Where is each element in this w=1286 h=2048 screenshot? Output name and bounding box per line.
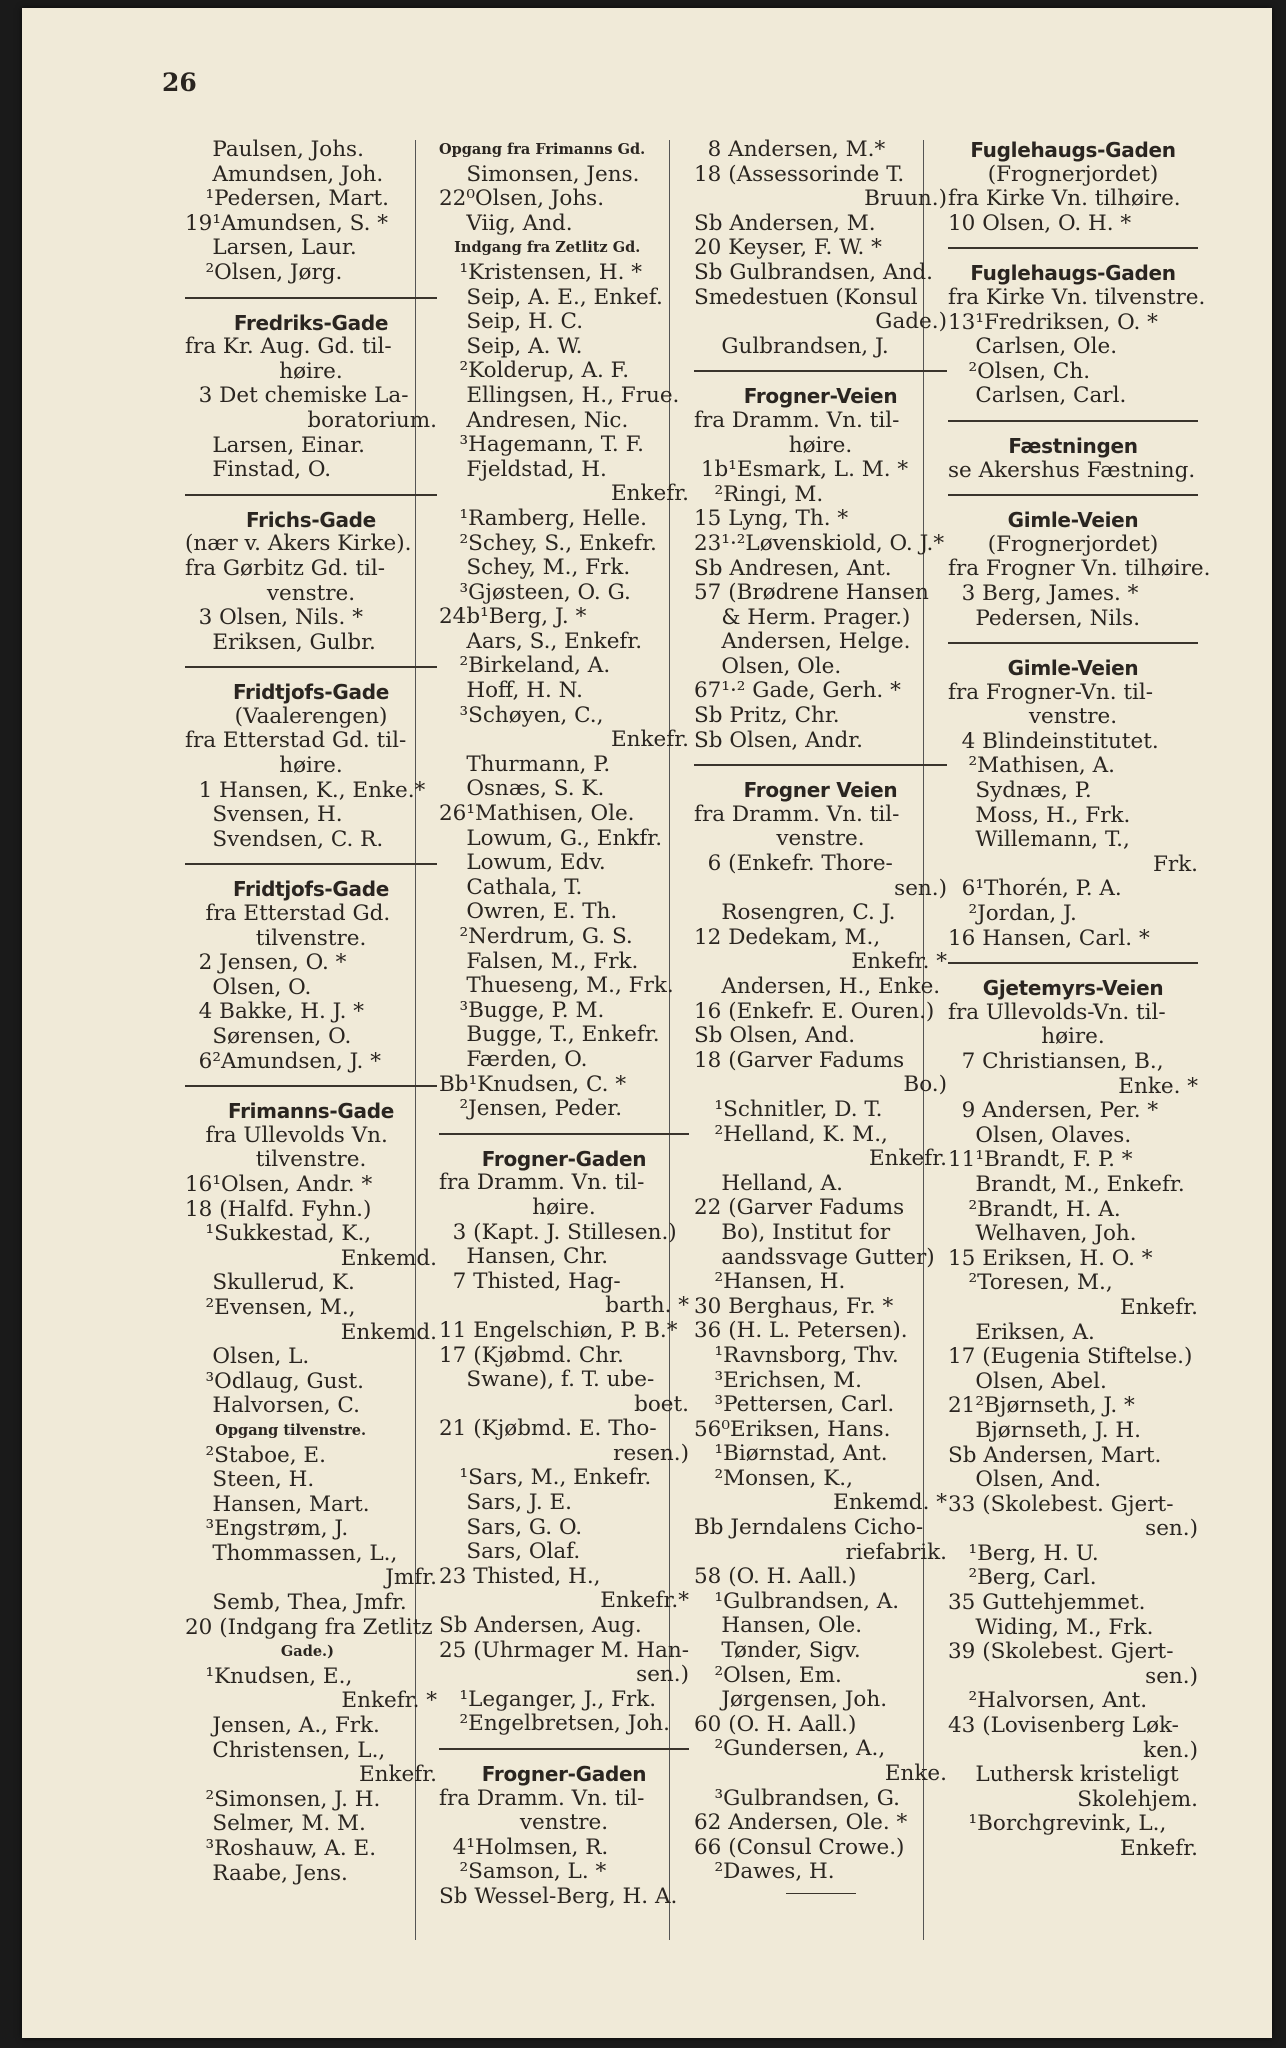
street-heading: Fredriks-Gade [233, 310, 389, 335]
directory-entry: Andersen, Helge. [694, 629, 911, 655]
directory-entry: 18 (Assessorinde T. [694, 161, 905, 187]
directory-entry: 10 Olsen, O. H. * [948, 210, 1132, 236]
directory-entry: ²Hansen, H. [694, 1269, 846, 1295]
entry-continuation: Enkefr. * [341, 1688, 437, 1714]
directory-entry: 3 Olsen, Nils. * [185, 605, 363, 631]
directory-entry: 35 Guttehjemmet. [948, 1590, 1146, 1616]
directory-entry: 16 Hansen, Carl. * [948, 925, 1150, 951]
directory-entry: 4 Blindeinstitutet. [948, 728, 1159, 754]
directory-entry: 17 (Eugenia Stiftelse.) [948, 1344, 1193, 1370]
directory-entry: Sb Andresen, Ant. [694, 555, 892, 581]
directory-entry: Sars, G. O. [439, 1514, 583, 1540]
section-divider [185, 297, 437, 299]
directory-entry: ¹Schnitler, D. T. [694, 1096, 883, 1122]
directory-entry: ²Jensen, Peder. [439, 1096, 623, 1122]
directory-entry: ³Erichsen, M. [694, 1367, 862, 1393]
section-divider [948, 494, 1198, 496]
entry-continuation: Frk. [1152, 851, 1198, 877]
entry-continuation: Enkefr. [610, 481, 689, 507]
entry-continuation: sen.) [1145, 1663, 1198, 1689]
directory-entry: ¹Ravnsborg, Thv. [694, 1342, 899, 1368]
directory-entry: 11 Engelschiøn, P. B.* [439, 1317, 678, 1343]
directory-entry: ³Engstrøm, J. [185, 1516, 349, 1542]
directory-entry: Larsen, Einar. [185, 432, 365, 458]
section-divider [185, 666, 437, 668]
directory-entry: fra Dramm. Vn. til- [694, 407, 900, 433]
directory-entry: 3 Det chemiske La- [185, 383, 409, 409]
directory-entry: ²Olsen, Ch. [948, 358, 1091, 384]
street-heading: Gjetemyrs-Veien [982, 976, 1164, 1001]
directory-entry: ³Roshauw, A. E. [185, 1836, 377, 1861]
directory-entry: 16 (Enkefr. E. Ouren.) [694, 998, 935, 1024]
directory-entry: 25 (Uhrmager M. Han- [439, 1637, 689, 1663]
directory-entry: Selmer, M. M. [185, 1811, 366, 1837]
directory-entry: 15 Lyng, Th. * [694, 506, 849, 532]
directory-entry: fra Dramm. Vn. til- [439, 1170, 645, 1196]
directory-entry: 20 Keyser, F. W. * [694, 235, 882, 261]
directory-entry: Olsen, Ole. [694, 653, 842, 679]
entry-continuation: Enkemd. [340, 1319, 437, 1345]
directory-entry: Lowum, Edv. [439, 850, 606, 876]
entry-continuation: Enke. * [1118, 1073, 1198, 1099]
section-divider [185, 1085, 437, 1087]
directory-entry: Andresen, Nic. [439, 407, 629, 433]
directory-entry: Seip, A. W. [439, 333, 583, 359]
street-heading: Fæstningen [1008, 433, 1138, 458]
directory-entry: ²Simonsen, J. H. [185, 1786, 381, 1812]
entry-continuation: resen.) [613, 1440, 689, 1466]
directory-entry: ³Pettersen, Carl. [694, 1392, 895, 1418]
directory-entry: 18 (Garver Fadums [694, 1047, 905, 1073]
street-heading: Frogner Veien [743, 778, 898, 803]
directory-entry: 13¹Fredriksen, O. * [948, 309, 1158, 335]
directory-entry: fra Kirke Vn. tilvenstre. [948, 284, 1206, 310]
directory-entry: Olsen, Abel. [948, 1368, 1107, 1394]
directory-entry: ²Monsen, K., [694, 1465, 853, 1491]
street-direction-line: (Frognerjordet) [987, 161, 1159, 187]
directory-entry: 4¹Holmsen, R. [439, 1834, 609, 1860]
entry-continuation: Jmfr. [385, 1565, 437, 1591]
directory-entry: & Herm. Prager.) [694, 604, 911, 630]
directory-entry: Larsen, Laur. [185, 235, 357, 261]
directory-entry: ³Gulbrandsen, G. [694, 1785, 901, 1811]
directory-entry: Sb Olsen, And. [694, 1023, 856, 1049]
directory-entry: Osnæs, S. K. [439, 776, 605, 802]
directory-entry: Viig, And. [439, 210, 573, 236]
entry-continuation: Enkefr. [358, 1762, 437, 1788]
entrance-note: Opgang tilvenstre. [185, 1421, 367, 1439]
directory-entry: 4 Bakke, H. J. * [185, 999, 365, 1025]
section-divider [948, 247, 1198, 249]
directory-entry: Semb, Thea, Jmfr. [185, 1590, 407, 1616]
directory-entry: ¹Pedersen, Mart. [185, 186, 389, 212]
directory-entry: 21 (Kjøbmd. E. Tho- [439, 1416, 657, 1442]
directory-entry: ¹Knudsen, E., [185, 1663, 353, 1689]
directory-entry: Hansen, Ole. [694, 1613, 863, 1639]
directory-entry: Svendsen, C. R. [185, 826, 384, 852]
directory-entry: 66 (Consul Crowe.) [694, 1834, 905, 1860]
directory-entry: Finstad, O. [185, 457, 332, 483]
directory-entry: ¹Berg, H. U. [948, 1540, 1099, 1566]
directory-entry: Thommassen, L., [185, 1540, 398, 1566]
directory-entry: 62 Andersen, Ole. * [694, 1810, 908, 1836]
street-heading: Fridtjofs-Gade [232, 877, 390, 902]
directory-entry: 30 Berghaus, Fr. * [694, 1293, 894, 1319]
directory-entry: Sb Andersen, M. [694, 210, 876, 236]
directory-entry: fra Ullevolds-Vn. til- [948, 999, 1166, 1025]
directory-entry: Hansen, Chr. [439, 1244, 609, 1270]
directory-entry: ²Gundersen, A., [694, 1736, 886, 1762]
directory-entry: ²Olsen, Jørg. [185, 259, 343, 285]
directory-entry: ²Brandt, H. A. [948, 1196, 1121, 1222]
directory-entry: 19¹Amundsen, S. * [185, 210, 389, 236]
directory-entry: Gulbrandsen, J. [694, 333, 889, 359]
directory-entry: 33 (Skolebest. Gjert- [948, 1491, 1174, 1517]
directory-entry: Fjeldstad, H. [439, 456, 607, 482]
directory-entry: ²Staboe, E. [185, 1442, 326, 1468]
entry-continuation: boratorium. [307, 407, 437, 433]
directory-entry: Thueseng, M., Frk. [439, 973, 674, 999]
directory-entry: 22⁰Olsen, Johs. [439, 186, 605, 212]
directory-entry: Thurmann, P. [439, 751, 611, 777]
directory-entry: Seip, A. E., Enkef. [439, 284, 663, 310]
directory-entry: Jensen, A., Frk. [185, 1713, 380, 1739]
directory-entry: ²Olsen, Em. [694, 1662, 842, 1688]
directory-entry: fra Etterstad Gd. [185, 901, 391, 927]
directory-entry: Sørensen, O. [185, 1024, 352, 1049]
directory-entry: ¹Sukkestad, K., [185, 1221, 372, 1247]
directory-entry: ³Bugge, P. M. [439, 997, 605, 1023]
directory-entry: 17 (Kjøbmd. Chr. [439, 1342, 624, 1368]
directory-entry: 67¹·² Gade, Gerh. * [694, 678, 901, 704]
directory-entry: 22 (Garver Fadums [694, 1195, 905, 1221]
directory-entry: fra Frogner Vn. tilhøire. [948, 556, 1211, 582]
entry-continuation: Bruun.) [864, 186, 947, 212]
directory-entry: fra Ullevolds Vn. [185, 1122, 388, 1148]
entry-continuation: riefabrik. [845, 1539, 947, 1565]
directory-entry: Olsen, And. [948, 1467, 1102, 1493]
directory-entry: Cathala, T. [439, 874, 583, 900]
directory-entry: Olsen, L. [185, 1344, 310, 1370]
directory-entry: Olsen, O. [185, 974, 312, 1000]
directory-entry: 7 Christiansen, B., [948, 1049, 1164, 1074]
directory-entry: fra Gørbitz Gd. til- [185, 555, 385, 581]
directory-entry: Falsen, M., Frk. [439, 948, 639, 974]
directory-entry: Paulsen, Johs. [185, 137, 364, 162]
street-heading: Fuglehaugs-Gaden [970, 261, 1176, 286]
directory-entry: 12 Dedekam, M., [694, 924, 881, 950]
directory-entry: Brandt, M., Enkefr. [948, 1171, 1185, 1197]
page-number: 26 [162, 68, 197, 97]
directory-entry: Owren, E. Th. [439, 899, 618, 925]
directory-entry: Svensen, H. [185, 802, 343, 828]
entrance-note: Opgang fra Frimanns Gd. [439, 141, 646, 158]
directory-entry: ²Jordan, J. [948, 901, 1077, 927]
entry-continuation: sen.) [1145, 1516, 1198, 1542]
directory-entry: ¹Ramberg, Helle. [439, 505, 647, 531]
directory-entry: Carlsen, Ole. [948, 334, 1118, 360]
directory-entry: 3 (Kapt. J. Stillesen.) [439, 1219, 677, 1245]
section-divider [948, 420, 1198, 422]
directory-entry: Luthersk kristeligt [948, 1762, 1179, 1788]
directory-entry: Sydnæs, P. [948, 778, 1092, 804]
directory-entry: Skullerud, K. [185, 1270, 355, 1296]
directory-entry: Bb Jerndalens Cicho- [694, 1515, 924, 1541]
directory-entry: Lowum, G., Enkfr. [439, 825, 663, 851]
street-direction-line: venstre. [519, 1810, 609, 1836]
directory-entry: ¹Kristensen, H. * [439, 259, 643, 285]
directory-entry: Tønder, Sigv. [694, 1638, 861, 1664]
directory-entry: Sars, Olaf. [439, 1539, 581, 1565]
entry-continuation: boet. [634, 1391, 689, 1417]
directory-entry: ³Gjøsteen, O. G. [439, 579, 631, 605]
directory-entry: Widing, M., Frk. [948, 1614, 1154, 1640]
directory-entry: Moss, H., Frk. [948, 802, 1131, 828]
directory-entry: Bjørnseth, J. H. [948, 1417, 1141, 1443]
directory-entry: ²Nerdrum, G. S. [439, 924, 633, 949]
section-divider [786, 1893, 856, 1894]
entry-continuation: Enkefr. [1119, 1294, 1198, 1320]
street-direction-line: (Frognerjordet) [987, 531, 1159, 557]
entry-continuation: Enkemd. * [833, 1490, 947, 1516]
directory-entry: 16¹Olsen, Andr. * [185, 1171, 373, 1197]
section-divider [694, 764, 947, 766]
directory-entry: ²Toresen, M., [948, 1270, 1113, 1296]
directory-entry: 11¹Brandt, F. P. * [948, 1147, 1133, 1173]
entry-continuation: ken.) [1143, 1737, 1198, 1763]
directory-entry: Færden, O. [439, 1046, 588, 1072]
street-heading: Gimle-Veien [1007, 508, 1139, 533]
directory-entry: ²Halvorsen, Ant. [948, 1688, 1148, 1714]
column-2 [439, 138, 689, 1910]
street-direction-line: (Vaalerengen) [234, 703, 388, 729]
street-direction-line: venstre. [1028, 704, 1118, 730]
directory-entry: 8 Andersen, M.* [694, 137, 886, 162]
street-direction-line: høire. [1041, 1024, 1105, 1050]
directory-entry: 23¹·²Løvenskiold, O. J.* [694, 530, 945, 556]
directory-entry: 6¹Thorén, P. A. [948, 876, 1122, 902]
directory-entry: Simonsen, Jens. [439, 161, 640, 187]
entry-continuation: barth. * [605, 1293, 689, 1319]
directory-entry: Helland, A. [694, 1170, 844, 1196]
directory-entry: fra Dramm. Vn. til- [694, 801, 900, 827]
entry-continuation: Enkefr. * [851, 949, 947, 975]
street-heading: Frichs-Gade [246, 507, 376, 532]
directory-entry: ²Kolderup, A. F. [439, 358, 630, 384]
directory-entry: Smedestuen (Konsul [694, 284, 918, 310]
directory-entry: 2 Jensen, O. * [185, 950, 347, 976]
directory-entry: (nær v. Akers Kirke). [185, 531, 412, 557]
directory-entry: ³Hagemann, T. F. [439, 432, 644, 458]
section-divider [439, 1133, 689, 1135]
directory-entry: 3 Berg, James. * [948, 580, 1139, 606]
directory-entry: 36 (H. L. Petersen). [694, 1318, 908, 1344]
directory-entry: ²Helland, K. M., [694, 1121, 888, 1147]
entry-continuation: sen.) [894, 875, 947, 901]
directory-entry: Raabe, Jens. [185, 1860, 348, 1886]
directory-entry: Willemann, T., [948, 827, 1130, 853]
section-divider [185, 494, 437, 496]
directory-entry: Sb Gulbrandsen, And. [694, 259, 933, 285]
entry-continuation: Skolehjem. [1077, 1786, 1198, 1812]
street-direction-line: venstre. [266, 580, 356, 606]
directory-entry: Sb Pritz, Chr. [694, 703, 840, 729]
street-heading: Fridtjofs-Gade [232, 680, 390, 705]
section-divider [439, 1748, 689, 1750]
directory-entry: ²Birkeland, A. [439, 653, 611, 679]
directory-entry: Christensen, L., [185, 1737, 386, 1763]
directory-entry: ²Engelbretsen, Joh. [439, 1711, 670, 1737]
directory-entry: ²Evensen, M., [185, 1294, 356, 1320]
column-4 [948, 138, 1211, 1862]
entry-continuation: Enke. [884, 1761, 947, 1786]
street-heading: Fuglehaugs-Gaden [970, 138, 1176, 162]
directory-entry: Hansen, Mart. [185, 1491, 370, 1517]
directory-entry: aandssvage Gutter) [694, 1244, 935, 1270]
directory-entry: ²Berg, Carl. [948, 1565, 1097, 1591]
directory-entry: 1 Hansen, K., Enke.* [185, 777, 426, 803]
directory-entry: ³Schøyen, C., [439, 702, 604, 728]
entry-continuation: Enkefr. [610, 727, 689, 753]
street-direction-line: venstre. [776, 826, 865, 852]
section-divider [948, 962, 1198, 964]
street-heading: Gimle-Veien [1007, 656, 1139, 681]
directory-entry: 7 Thisted, Hag- [439, 1268, 621, 1294]
directory-entry: Carlsen, Carl. [948, 383, 1127, 409]
directory-entry: Steen, H. [185, 1467, 315, 1493]
directory-entry: fra Dramm. Vn. til- [439, 1785, 645, 1811]
directory-entry: ¹Leganger, J., Frk. [439, 1686, 657, 1712]
directory-entry: 18 (Halfd. Fyhn.) [185, 1196, 372, 1222]
directory-entry: ²Ringi, M. [694, 481, 824, 507]
directory-entry: fra Frogner-Vn. til- [948, 679, 1154, 705]
directory-entry: Sb Andersen, Mart. [948, 1442, 1162, 1468]
directory-entry: Andersen, H., Enke. [694, 974, 941, 999]
directory-entry: Aars, S., Enkefr. [439, 628, 643, 654]
directory-entry: Amundsen, Joh. [185, 161, 384, 187]
directory-entry: ²Dawes, H. [694, 1859, 835, 1885]
directory-entry: 57 (Brødrene Hansen [694, 580, 929, 606]
entrance-note: Gade.) [185, 1643, 334, 1661]
directory-entry: 9 Andersen, Per. * [948, 1098, 1159, 1124]
directory-entry: Swane), f. T. ube- [439, 1367, 655, 1393]
directory-entry: 43 (Lovisenberg Løk- [948, 1713, 1179, 1739]
street-direction-line: høire. [532, 1194, 596, 1220]
directory-entry: Welhaven, Joh. [948, 1221, 1137, 1247]
directory-entry: Pedersen, Nils. [948, 605, 1141, 631]
directory-entry: 6 (Enkefr. Thore- [694, 851, 893, 877]
column-1 [185, 138, 437, 1886]
directory-entry: Olsen, Olaves. [948, 1122, 1132, 1148]
directory-entry: Hoff, H. N. [439, 678, 583, 704]
directory-entry: fra Etterstad Gd. til- [185, 728, 407, 754]
section-divider [185, 863, 437, 865]
directory-entry: ¹Gulbrandsen, A. [694, 1588, 900, 1614]
street-direction-line: høire. [279, 753, 343, 779]
directory-entry: Jørgensen, Joh. [694, 1687, 888, 1713]
directory-entry: Sars, J. E. [439, 1490, 573, 1516]
directory-entry: 23 Thisted, H., [439, 1563, 601, 1589]
directory-entry: Bb¹Knudsen, C. * [439, 1071, 627, 1097]
street-direction-line: tilvenstre. [255, 1147, 367, 1173]
directory-entry: Sb Andersen, Aug. [439, 1613, 642, 1639]
directory-entry: 6²Amundsen, J. * [185, 1048, 381, 1074]
directory-entry: 39 (Skolebest. Gjert- [948, 1639, 1174, 1665]
directory-entry: Seip, H. C. [439, 309, 584, 335]
directory-entry: 26¹Mathisen, Ole. [439, 801, 635, 827]
directory-entry: Sb Wessel-Berg, H. A. [439, 1883, 678, 1909]
directory-entry: 56⁰Eriksen, Hans. [694, 1416, 891, 1442]
entry-continuation: Enkefr. [1119, 1836, 1198, 1861]
street-heading: Frogner-Gaden [481, 1762, 647, 1786]
entry-continuation: Enkemd. [340, 1245, 437, 1271]
directory-entry: se Akershus Fæstning. [948, 457, 1196, 483]
entrance-note: Indgang fra Zetlitz Gd. [439, 239, 641, 257]
directory-page [22, 8, 1272, 2038]
street-direction-line: høire. [279, 358, 343, 384]
section-divider [694, 370, 947, 372]
section-divider [948, 642, 1198, 644]
entry-continuation: Bo.) [903, 1072, 947, 1098]
directory-entry: ²Schey, S., Enkefr. [439, 530, 657, 556]
directory-entry: 60 (O. H. Aall.) [694, 1711, 857, 1737]
directory-entry: ¹Sars, M., Enkefr. [439, 1465, 652, 1491]
street-heading: Frogner-Gaden [481, 1146, 647, 1171]
directory-entry: Ellingsen, H., Frue. [439, 382, 680, 408]
entry-continuation: sen.) [636, 1662, 689, 1688]
entry-continuation: Enkefr.* [600, 1588, 689, 1614]
street-direction-line: tilvenstre. [255, 925, 367, 951]
directory-entry: 15 Eriksen, H. O. * [948, 1245, 1153, 1271]
directory-entry: fra Kr. Aug. Gd. til- [185, 334, 392, 360]
street-direction-line: høire. [788, 432, 853, 458]
column-3 [694, 138, 947, 1894]
directory-entry: ¹Biørnstad, Ant. [694, 1441, 888, 1467]
directory-entry: Halvorsen, C. [185, 1393, 360, 1419]
street-heading: Frimanns-Gade [227, 1099, 394, 1124]
directory-entry: ¹Borchgrevink, L., [948, 1811, 1167, 1837]
entry-continuation: Enkefr. [868, 1146, 947, 1172]
street-heading: Frogner-Veien [743, 384, 898, 409]
directory-entry: Schey, M., Frk. [439, 555, 631, 581]
directory-entry: ²Samson, L. * [439, 1859, 607, 1885]
directory-entry: Bugge, T., Enkefr. [439, 1022, 660, 1048]
directory-entry: Bo), Institut for [694, 1219, 891, 1245]
directory-entry: fra Kirke Vn. tilhøire. [948, 186, 1181, 212]
directory-entry: ³Odlaug, Gust. [185, 1368, 365, 1394]
directory-entry: 24b¹Berg, J. * [439, 604, 587, 630]
directory-entry: Eriksen, A. [948, 1319, 1095, 1345]
directory-entry: 21²Bjørnseth, J. * [948, 1393, 1135, 1419]
directory-entry: Eriksen, Gulbr. [185, 629, 376, 655]
directory-entry: ²Mathisen, A. [948, 753, 1115, 779]
directory-entry: 58 (O. H. Aall.) [694, 1564, 857, 1590]
directory-entry: 20 (Indgang fra Zetlitz [185, 1614, 433, 1640]
directory-entry: Sb Olsen, Andr. [694, 727, 863, 753]
directory-entry: Rosengren, C. J. [694, 900, 896, 926]
directory-entry: 1b¹Esmark, L. M. * [694, 457, 909, 483]
entry-continuation: Gade.) [875, 309, 947, 335]
